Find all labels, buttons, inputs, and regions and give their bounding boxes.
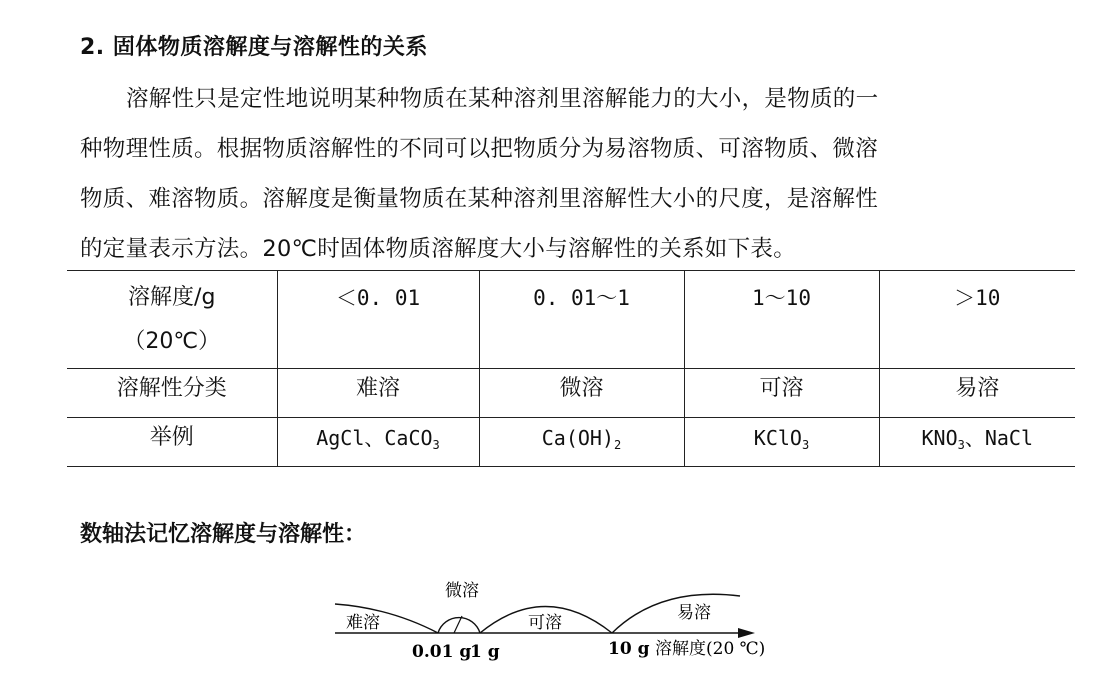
label-very-soluble: 易溶 [677, 603, 711, 623]
paragraph-line: 物质、难溶物质。溶解度是衡量物质在某种溶剂里溶解性大小的尺度，是溶解性 [80, 186, 879, 212]
class-value: 易溶 [879, 369, 1075, 418]
table-row [67, 369, 1075, 418]
range-value: ＞10 [954, 286, 1001, 310]
class-value: 可溶 [684, 369, 879, 418]
tick-0-01: 0.01 g [412, 642, 472, 662]
range-value: ＜0. 01 [335, 286, 421, 310]
class-label: 溶解性分类 [67, 369, 277, 418]
tick-10: 10 g [608, 639, 650, 659]
solubility-number-line [330, 572, 800, 672]
solubility-table [67, 270, 1075, 467]
label-slight: 微溶 [445, 581, 479, 601]
example-value [684, 418, 879, 467]
formula-subscript: 3 [432, 438, 440, 452]
label-soluble: 可溶 [528, 613, 562, 633]
range-value: 1～10 [752, 286, 811, 310]
class-value: 难溶 [277, 369, 479, 418]
formula: Ca(OH) [541, 426, 614, 450]
section-title: 2. 固体物质溶解度与溶解性的关系 [80, 35, 428, 60]
formula: 、NaCl [964, 426, 1034, 450]
memory-title: 数轴法记忆溶解度与溶解性： [80, 522, 367, 547]
class-value: 微溶 [479, 369, 684, 418]
axis-label: 溶解度(20 ℃) [655, 639, 766, 659]
intro-paragraph [80, 74, 1070, 274]
example-label: 举例 [67, 418, 277, 467]
formula: KClO [753, 426, 802, 450]
table-cell [277, 271, 479, 369]
axis-arrow-icon [738, 628, 755, 638]
table-row [67, 271, 1075, 369]
temperature-label: （20℃） [123, 329, 221, 354]
formula: KNO [921, 426, 958, 450]
tick-1: 1 g [470, 642, 500, 662]
example-value [479, 418, 684, 467]
formula-subscript: 3 [957, 438, 965, 452]
range-value: 0. 01～1 [533, 286, 630, 310]
formula-subscript: 3 [801, 438, 810, 452]
paragraph-line: 种物理性质。根据物质溶解性的不同可以把物质分为易溶物质、可溶物质、微溶 [80, 136, 879, 162]
example-value [879, 418, 1075, 467]
label-insoluble: 难溶 [346, 613, 380, 633]
table-cell [879, 271, 1075, 369]
example-value [277, 418, 479, 467]
formula: AgCl、CaCO [316, 426, 433, 450]
paragraph-line: 的定量表示方法。20℃时固体物质溶解度大小与溶解性的关系如下表。 [80, 236, 796, 262]
formula-subscript: 2 [614, 438, 622, 452]
very-soluble-arc [612, 594, 740, 633]
slight-arc [438, 618, 480, 633]
solubility-label: 溶解度/g [128, 285, 216, 310]
table-cell [684, 271, 879, 369]
paragraph-line: 溶解性只是定性地说明某种物质在某种溶剂里溶解能力的大小，是物质的一 [126, 86, 879, 112]
table-cell-header [67, 271, 277, 369]
table-cell [479, 271, 684, 369]
table-row [67, 418, 1075, 467]
